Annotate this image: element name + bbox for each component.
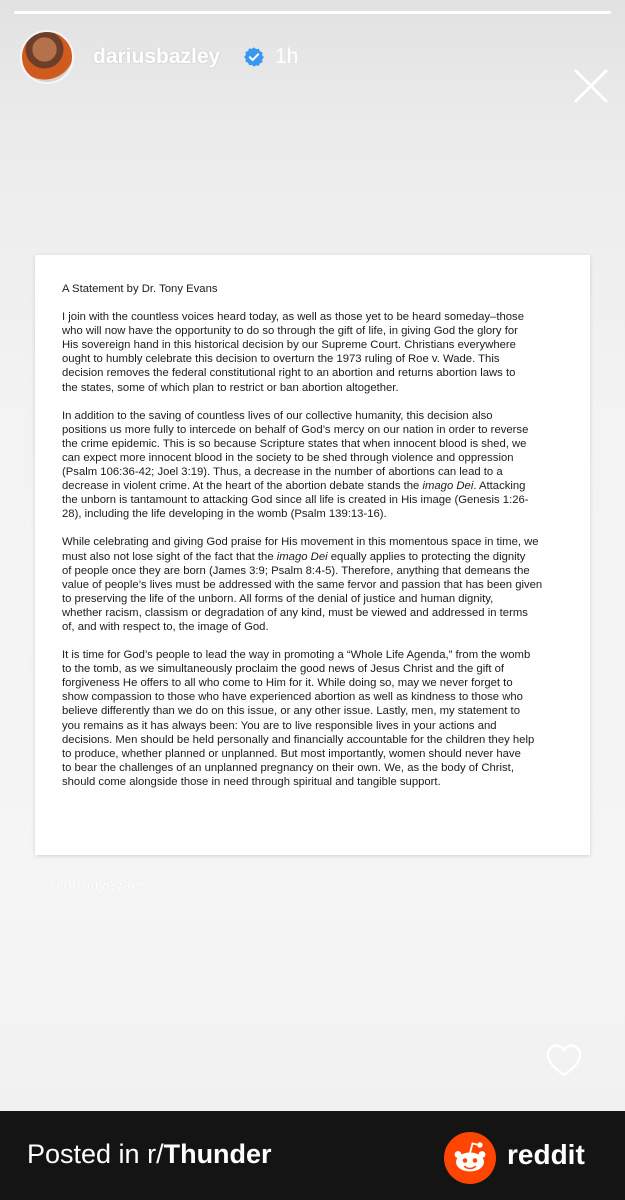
watermark-handle: @drtonyevans xyxy=(48,877,148,894)
document-paragraph xyxy=(62,310,566,395)
close-icon[interactable] xyxy=(571,66,611,106)
document-line: decision removes the federal constitutional right to an abortion and returns abortion laws to xyxy=(62,367,516,380)
document-line: the crime epidemic. This is so because Scripture states that when innocent blood is shed, we xyxy=(62,437,527,450)
posted-in-label[interactable] xyxy=(27,1139,272,1170)
reddit-wordmark: reddit xyxy=(507,1139,585,1170)
verified-badge-icon xyxy=(243,46,265,68)
heart-icon[interactable] xyxy=(545,1042,583,1078)
username[interactable]: dariusbazley xyxy=(93,45,221,68)
document-line: of people once they are born (James 3:9; Psalm 8:4-5). Therefore, anything that demeans the xyxy=(62,564,530,577)
document-body xyxy=(62,310,566,789)
document-line: It is time for God’s people to lead the way in promoting a “Whole Life Agenda,” from the womb xyxy=(62,649,531,662)
document-line: In addition to the saving of countless lives of our collective humanity, this decision also xyxy=(62,409,493,422)
document-line: the states, some of which plan to restrict or ban abortion altogether. xyxy=(62,381,399,394)
document-line: value of people’s lives must be addressed with the same fervor and passion that has been given xyxy=(62,578,543,591)
document-line: positions us more fully to intercede on behalf of God’s mercy on our nation in order to reverse xyxy=(62,423,529,436)
post-time: 1h xyxy=(275,45,299,68)
document-paragraph xyxy=(62,648,566,789)
italic-term: imago Dei xyxy=(422,480,474,493)
document-title: A Statement by Dr. Tony Evans xyxy=(62,283,218,295)
document-line: to bear the challenges of an unplanned pregnancy on their own. We, as the body of Christ, xyxy=(62,761,514,774)
document-line: the unborn is tantamount to attacking God since all life is created in His image (Genesis 1:26- xyxy=(62,494,529,507)
document-line: who will now have the opportunity to do so through the gift of life, in giving God the glory for xyxy=(62,325,518,338)
document-line: believe differently than we do on this issue, or any other issue. Lastly, men, my statement to xyxy=(62,705,520,718)
document-line: to produce, whether planned or unplanned. But most importantly, women should never have xyxy=(62,747,521,760)
document-line: should come alongside those in need through spiritual and tangible support. xyxy=(62,775,441,788)
story-progress-fill xyxy=(14,11,611,14)
reddit-snoo-icon xyxy=(444,1132,496,1184)
document-line: decisions. Men should be held personally and financially accountable for the children they help xyxy=(62,733,535,746)
document-line: to the tomb, as we simultaneously proclaim the good news of Jesus Christ and the gift of xyxy=(62,663,505,676)
story-progress-bar xyxy=(14,11,611,14)
story-header xyxy=(0,28,625,88)
document-line: can expect more innocent blood in the society to be shed through violence and oppression xyxy=(62,451,514,464)
reddit-footer xyxy=(0,1111,625,1200)
document-line: While celebrating and giving God praise for His movement in this momentous space in time, we xyxy=(62,536,539,549)
document-paragraph xyxy=(62,535,566,634)
document-line: decrease in violent crime. At the heart of the abortion debate stands the imago Dei. Attacking xyxy=(62,480,526,493)
italic-term: imago Dei xyxy=(276,550,328,563)
statement-document xyxy=(35,255,590,855)
document-paragraph xyxy=(62,409,566,522)
document-line: whether racism, classism or degradation of any kind, must be viewed and addressed in terms xyxy=(62,606,528,619)
document-line: His sovereign hand in this historical decision by our Supreme Court. Christians everywhere xyxy=(62,339,516,352)
document-line: (Psalm 106:36-42; Joel 3:19). Thus, a decrease in the number of abortions can lead to a xyxy=(62,466,503,479)
subreddit-name: Thunder xyxy=(163,1139,272,1169)
document-line: 28), including the life developing in the womb (Psalm 139:13-16). xyxy=(62,508,387,521)
document-line: ought to humbly celebrate this decision to overturn the 1973 ruling of Roe v. Wade. This xyxy=(62,353,500,366)
document-line: must also not lose sight of the fact that the imago Dei equally applies to protecting the dignity xyxy=(62,550,526,563)
document-line: to preserving the life of the unborn. All forms of the denial of justice and human dignity, xyxy=(62,592,494,605)
avatar[interactable] xyxy=(20,30,74,84)
document-line: I join with the countless voices heard today, as well as those yet to be heard someday–those xyxy=(62,311,524,324)
document-line: show compassion to those who have experienced abortion as well as kindness to those who xyxy=(62,691,523,704)
document-line: you remains as it has always been: You are to live responsible lives in your actions and xyxy=(62,719,497,732)
document-line: of, and with respect to, the image of God. xyxy=(62,620,269,633)
posted-prefix: Posted in r/ xyxy=(27,1139,164,1169)
document-line: forgiveness He offers to all who come to Him for it. While doing so, may we never forget to xyxy=(62,677,513,690)
